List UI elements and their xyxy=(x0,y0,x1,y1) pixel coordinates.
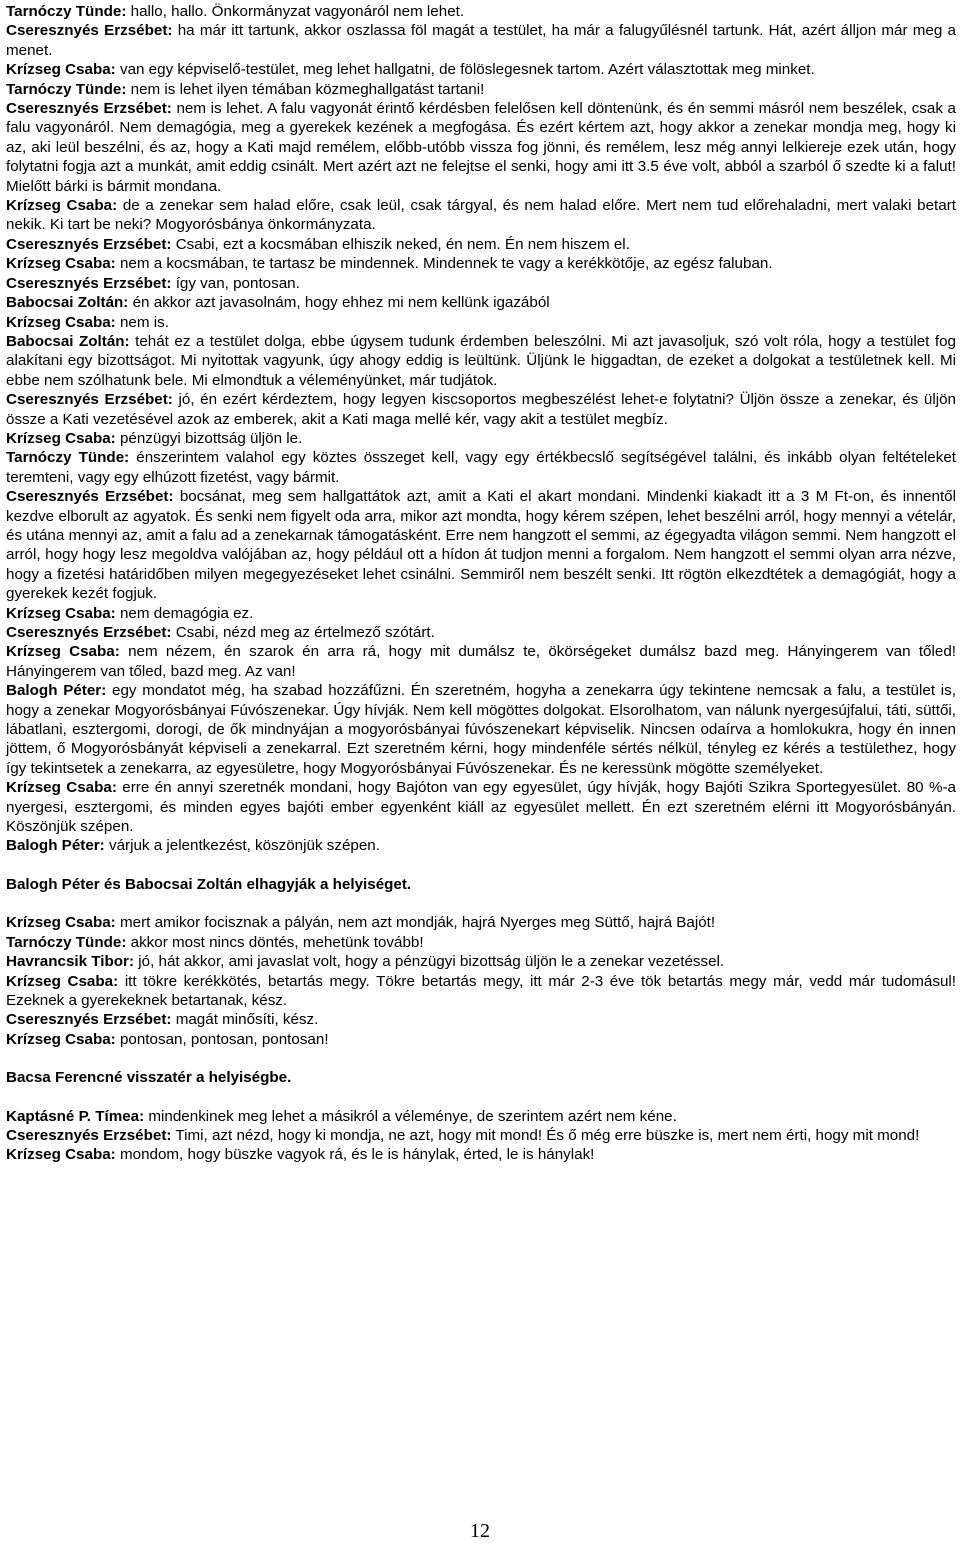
speaker-name: Krízseg Csaba: xyxy=(6,643,120,661)
speech-text: nem demagógia ez. xyxy=(119,604,254,622)
paragraph-spacer xyxy=(6,894,956,913)
speech-text: nem a kocsmában, te tartasz be mindennek. Mindennek te vagy a kerékkötője, az egész faluban. xyxy=(119,255,773,273)
speaker-turn xyxy=(6,60,956,79)
speech-text: de a zenekar sem halad előre, csak leül, csak tárgyal, és nem halad előre. Mert nem tud előrehaladni, mert valaki betart nekik. Ki tart be neki? Mogyorósbánya önkormányzata. xyxy=(6,197,956,234)
speech-text: jó, hát akkor, ami javaslat volt, hogy a pénzügyi bizottság üljön le a zenekar vezetéssel. xyxy=(138,953,725,971)
speech-text: pontosan, pontosan, pontosan! xyxy=(119,1030,329,1048)
stage-direction: Bacsa Ferencné visszatér a helyiségbe. xyxy=(6,1069,292,1087)
speech-text: itt tökre kerékkötés, betartás megy. Tökre betartás megy, itt már 2-3 éve tök betartás megy már, vedd már tudomásul! Ezeknek a gyerekeknek betartanak, kész. xyxy=(6,972,956,1009)
speaker-turn xyxy=(6,623,956,642)
speaker-name: Tarnóczy Tünde: xyxy=(6,80,127,98)
speaker-turn xyxy=(6,80,956,99)
paragraph-spacer xyxy=(6,1088,956,1107)
speech-text: erre én annyi szeretnék mondani, hogy Bajóton van egy egyesület, úgy hívják, hogy Bajóti Szikra Sportegyesület. 80 %-a nyergesi, esztergomi, és minden egyes bajóti ember egyenként kiáll az egyesület mellett. Én ezt szeretném elérni itt Mogyorósbányán. Köszönjük szépen. xyxy=(6,779,956,836)
speaker-name: Babocsai Zoltán: xyxy=(6,294,129,312)
speaker-name: Cseresznyés Erzsébet: xyxy=(6,100,172,118)
speaker-turn xyxy=(6,487,956,603)
speech-text: nem is lehet ilyen témában közmeghallgatást tartani! xyxy=(130,80,485,98)
speaker-turn xyxy=(6,99,956,196)
speaker-name: Kaptásné P. Tímea: xyxy=(6,1107,145,1125)
speaker-name: Cseresznyés Erzsébet: xyxy=(6,235,172,253)
speaker-name: Krízseg Csaba: xyxy=(6,972,119,990)
speech-text: hallo, hallo. Önkormányzat vagyonáról nem lehet. xyxy=(130,3,465,20)
speaker-turn xyxy=(6,681,956,778)
speech-text: nem is. xyxy=(119,313,169,331)
speech-text: így van, pontosan. xyxy=(175,274,300,292)
speaker-turn xyxy=(6,604,956,623)
speaker-turn xyxy=(6,778,956,836)
speaker-name: Cseresznyés Erzsébet: xyxy=(6,488,174,506)
speaker-turn xyxy=(6,21,956,60)
speaker-name: Cseresznyés Erzsébet: xyxy=(6,22,173,40)
speech-text: ha már itt tartunk, akkor oszlassa föl magát a testület, ha már a falugyűlésnél tartunk. Hát, azért álljon már meg a menet. xyxy=(6,22,956,59)
speaker-name: Cseresznyés Erzsébet: xyxy=(6,624,172,641)
speaker-name: Havrancsik Tibor: xyxy=(6,953,135,971)
speaker-turn xyxy=(6,642,956,681)
speech-text: Timi, azt nézd, hogy ki mondja, ne azt, hogy mit mond! És ő még erre büszke is, mert nem érti, hogy mit mond! xyxy=(175,1126,920,1144)
speaker-name: Krízseg Csaba: xyxy=(6,197,118,215)
speech-text: Csabi, nézd meg az értelmező szótárt. xyxy=(175,624,435,641)
speaker-name: Cseresznyés Erzsébet: xyxy=(6,1011,172,1029)
paragraph-spacer xyxy=(6,1049,956,1068)
speaker-turn xyxy=(6,1030,956,1049)
speaker-name: Krízseg Csaba: xyxy=(6,779,117,797)
speaker-turn xyxy=(6,313,956,332)
speech-text: nem is lehet. A falu vagyonát érintő kérdésben felelősen kell döntenünk, és én semmi másról nem beszélek, csak a falu vagyonáról. Nem demagógia, meg a gyerekek kezének a megfogása. És ezért kértem azt, hogy akkor a zenekar mondja meg, hogy ki az, aki leül beszélni, és az, hogy a Kati majd remélem, előbb-utóbb vissza fog jönni, és remélem, lesz még annyi lelkiereje ezek után, hogy folytatni fogja azt a munkát, amit eddig csinált. Mert azért azt ne felejtse el senki, hogy ami itt 3.5 éve volt, abból a szarból ő szedte ki a falut! Mielőtt bárki is bármit mondana. xyxy=(6,100,956,195)
speaker-name: Krízseg Csaba: xyxy=(6,313,116,331)
speech-text: bocsánat, meg sem hallgattátok azt, amit a Kati el akart mondani. Mindenki kiakadt itt a 3 M Ft-on, és innentől kezdve elborult az agyatok. És senki nem figyelt oda arra, mikor azt mondta, hogy kérem szépen, lehet beszélni arról, hogy mennyi a vételár, és utána mennyi az, amit a falu ad a zenekarnak támogatásként. Erre nem hangzott el semmi, az égegyadta világon semmi. Nem hangzott el arról, hogy hogy lesz megoldva valójában az, hogy például ott a hídon át tudjon menni a forgalom. Nem hangzott el semmi olyan arra nézve, hogy a fizetési határidőben milyen megegyezéseket lehet csinálni. Semmiről nem beszélt senki. Itt rögtön elkezdtétek a demagógiát, hogy a gyerekek kezét fogjuk. xyxy=(6,488,956,603)
speaker-name: Krízseg Csaba: xyxy=(6,604,116,622)
speaker-turn xyxy=(6,1145,956,1164)
speaker-turn xyxy=(6,429,956,448)
speaker-turn xyxy=(6,390,956,429)
speaker-name: Cseresznyés Erzsébet: xyxy=(6,274,172,292)
speaker-turn xyxy=(6,1010,956,1029)
speech-text: nem nézem, én szarok én arra rá, hogy mit dumálsz te, ökörségeket dumálsz bazd meg. Hányingerem van tőled! Hányingerem van tőled, bazd meg. Az van! xyxy=(6,643,956,680)
speaker-turn xyxy=(6,1107,956,1126)
speaker-name: Krízseg Csaba: xyxy=(6,429,116,447)
speech-text: jó, én ezért kérdeztem, hogy legyen kiscsoportos megbeszélést lehet-e folytatni? Üljön össze a zenekar, és üljön össze a Kati vezetésével azok az emberek, akit a Kati maga mellé kér, vagy akit a testület megbíz. xyxy=(6,391,956,428)
speech-text: tehát ez a testület dolga, ebbe úgysem tudunk érdemben beleszólni. Mi azt javasoljuk, szó volt róla, hogy a testület fog alakítani egy bizottságot. Mi nyitottak vagyunk, úgy ahogy eddig is leültünk. Üljünk le higgadtan, de ezeket a dolgokat a testületnek kell. Mi ebbe nem szólhatunk bele. Mi elmondtuk a véleményünket, már tudjátok. xyxy=(6,332,956,389)
speaker-turn xyxy=(6,933,956,952)
speech-text: mindenkinek meg lehet a másikról a véleménye, de szerintem azért nem kéne. xyxy=(148,1107,677,1125)
speech-text: van egy képviselő-testület, meg lehet hallgatni, de fölöslegesnek tartom. Azért választottak meg minket. xyxy=(119,61,815,79)
speaker-name: Krízseg Csaba: xyxy=(6,1030,116,1048)
paragraph-spacer xyxy=(6,856,956,875)
speaker-turn xyxy=(6,293,956,312)
speaker-name: Tarnóczy Tünde: xyxy=(6,933,127,951)
speaker-name: Tarnóczy Tünde: xyxy=(6,3,127,20)
speaker-turn xyxy=(6,235,956,254)
speaker-turn xyxy=(6,952,956,971)
speaker-turn xyxy=(6,274,956,293)
speech-text: énszerintem valahol egy köztes összeget kell, vagy egy értékbecslő segítségével találni, és inkább olyan feltételeket teremteni, vagy egy elhúzott fizetést, vagy bármit. xyxy=(6,449,956,486)
speech-text: várjuk a jelentkezést, köszönjük szépen. xyxy=(108,837,380,855)
speaker-name: Tarnóczy Tünde: xyxy=(6,449,130,467)
speech-text: pénzügyi bizottság üljön le. xyxy=(119,429,303,447)
page-number: 12 xyxy=(470,1520,490,1542)
speech-text: akkor most nincs döntés, mehetünk tovább! xyxy=(130,933,424,951)
speaker-name: Balogh Péter: xyxy=(6,682,107,700)
speaker-name: Babocsai Zoltán: xyxy=(6,332,130,350)
speech-text: egy mondatot még, ha szabad hozzáfűzni. Én szeretném, hogyha a zenekarra úgy tekintene nemcsak a falu, a testület is, hogy a zenekar Mogyorósbányai Fúvószenekar. Úgy hívják. Nem kell mögöttes dolgokat. Elsorolhatom, van nálunk nyergesújfalui, táti, süttői, lábatlani, esztergomi, dorogi, de ők mindnyájan a mogyorósbányai fúvószenekart képviselik. Nincsen odaírva a homlokukra, hogy én innen jöttem, ő Mogyorósbányát képviseli a zenekarral. Ezt szeretném kérni, hogy mindenféle sértés nélkül, tényleg ez kérés a testülethez, hogy így tekintsetek a zenekarra, az egyesületre, hogy Mogyorósbányai Fúvószenekar. És ne keressünk mögötte személyeket. xyxy=(6,682,956,777)
transcript-body xyxy=(6,2,956,1165)
speaker-turn xyxy=(6,196,956,235)
speaker-turn xyxy=(6,913,956,932)
speaker-turn xyxy=(6,836,956,855)
speaker-turn xyxy=(6,1126,956,1145)
speaker-turn xyxy=(6,332,956,390)
speaker-name: Cseresznyés Erzsébet: xyxy=(6,1126,172,1144)
speaker-name: Krízseg Csaba: xyxy=(6,255,116,273)
speaker-turn xyxy=(6,254,956,273)
speaker-turn xyxy=(6,972,956,1011)
speaker-name: Balogh Péter: xyxy=(6,837,105,855)
speech-text: mert amikor focisznak a pályán, nem azt mondják, hajrá Nyerges meg Süttő, hajrá Bajót! xyxy=(119,914,716,932)
speaker-name: Cseresznyés Erzsébet: xyxy=(6,391,173,409)
speech-text: én akkor azt javasolnám, hogy ehhez mi nem kellünk igazából xyxy=(132,294,550,312)
speaker-turn xyxy=(6,448,956,487)
speaker-name: Krízseg Csaba: xyxy=(6,61,116,79)
speech-text: magát minősíti, kész. xyxy=(175,1011,319,1029)
speaker-turn xyxy=(6,2,956,21)
speech-text: mondom, hogy büszke vagyok rá, és le is hánylak, érted, le is hánylak! xyxy=(119,1146,595,1164)
speech-text: Csabi, ezt a kocsmában elhiszik neked, én nem. Én nem hiszem el. xyxy=(175,235,630,253)
speaker-name: Krízseg Csaba: xyxy=(6,1146,116,1164)
stage-direction: Balogh Péter és Babocsai Zoltán elhagyják a helyiséget. xyxy=(6,875,412,893)
speaker-name: Krízseg Csaba: xyxy=(6,914,116,932)
